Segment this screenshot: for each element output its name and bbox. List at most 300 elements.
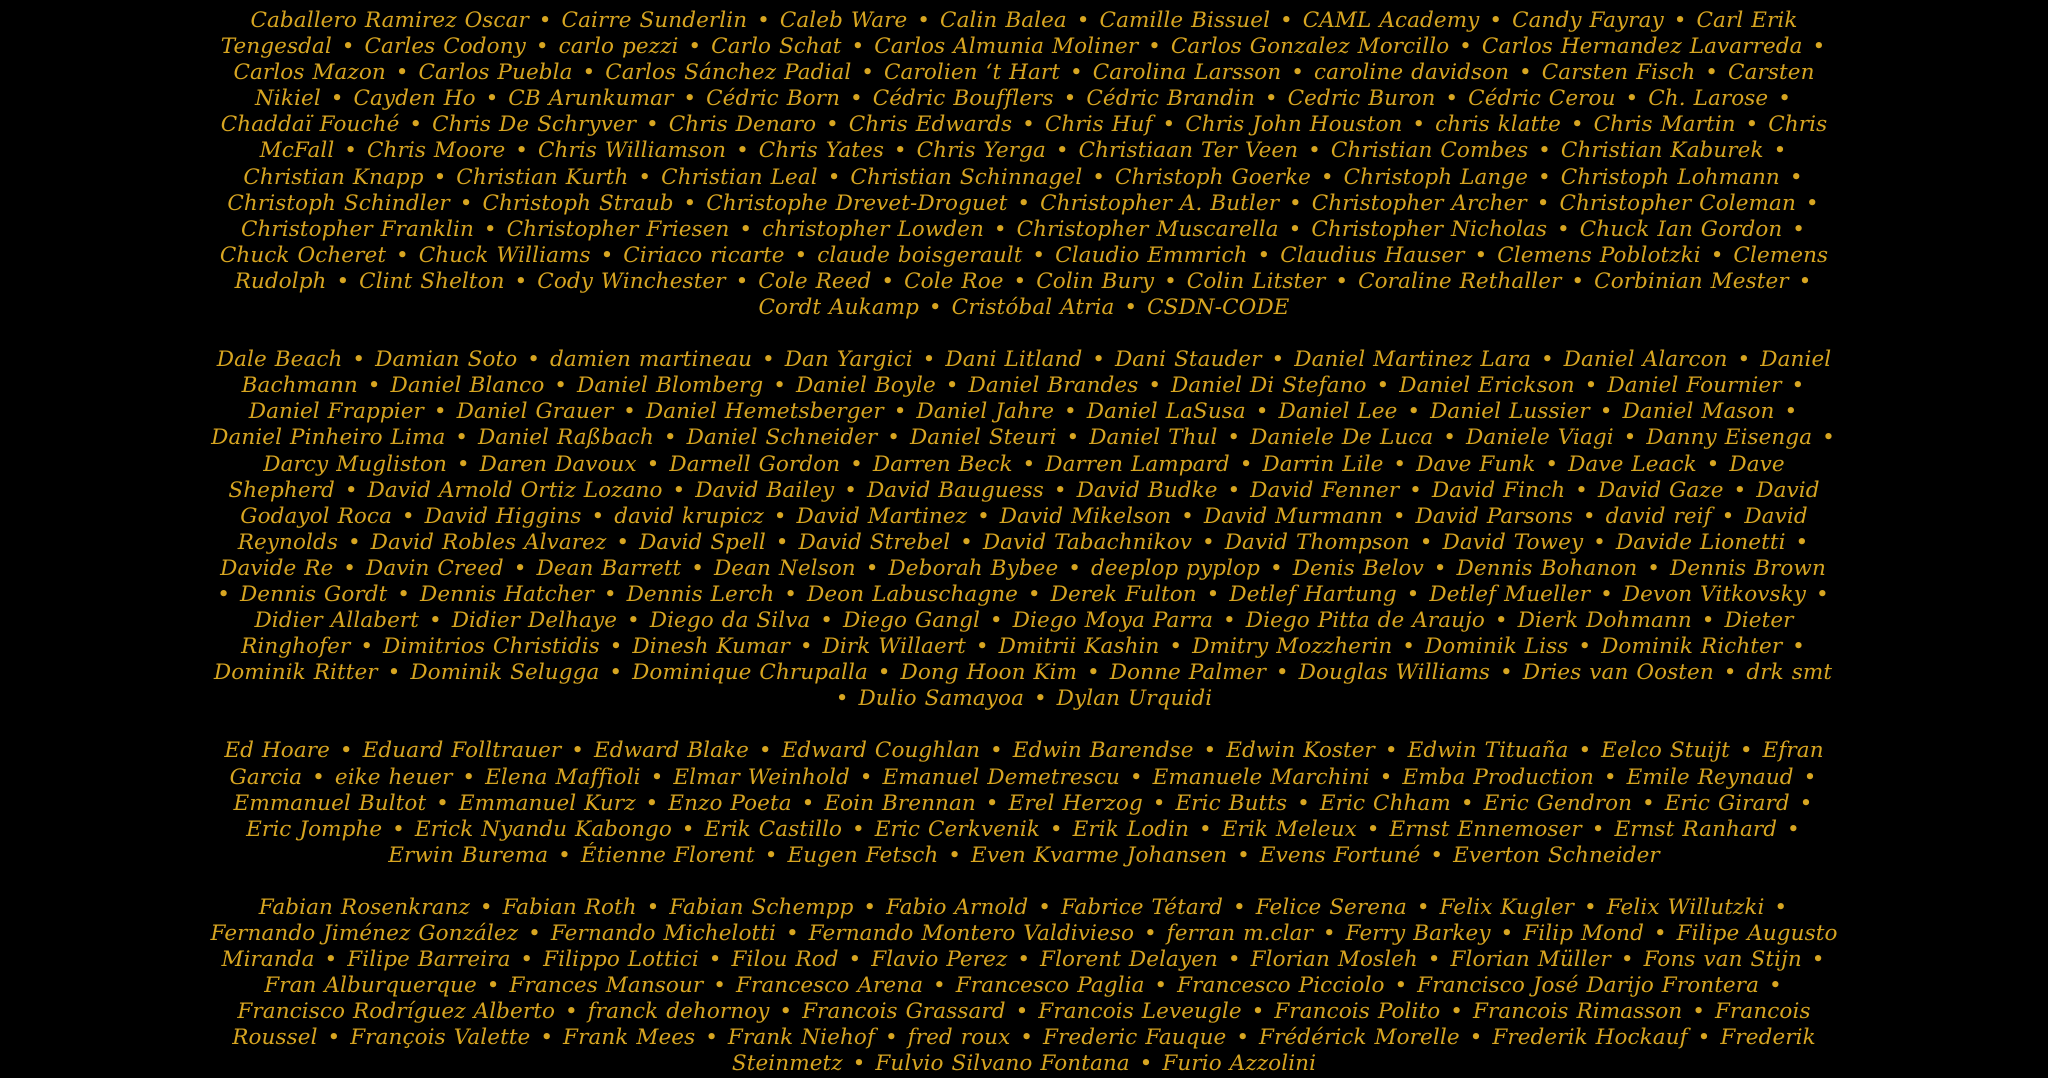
- credit-name: Dan Yargici: [784, 347, 913, 373]
- credit-name: Christopher Friesen: [506, 216, 730, 242]
- credit-separator-icon: •: [1394, 634, 1423, 660]
- credit-name: Christian Leal: [661, 164, 818, 190]
- credit-separator-icon: •: [379, 660, 409, 686]
- credit-name: Felice Serena: [1255, 894, 1407, 920]
- credit-name: Christian Kaburek: [1560, 138, 1764, 164]
- credit-name: Erick Nyandu Kabongo: [414, 816, 672, 842]
- credit-name: Caballero Ramirez Oscar: [250, 8, 529, 33]
- credit-separator-icon: •: [1256, 86, 1286, 112]
- credit-name: Chris Edwards: [848, 112, 1013, 138]
- credit-separator-icon: •: [319, 1025, 349, 1051]
- credit-separator-icon: •: [477, 86, 507, 112]
- credit-separator-icon: •: [1530, 138, 1559, 164]
- credit-separator-icon: •: [475, 216, 505, 242]
- credit-name: Diego da Silva: [649, 608, 811, 634]
- credit-name: Edwin Koster: [1226, 738, 1375, 764]
- credit-name: chris klatte: [1435, 112, 1561, 138]
- credit-name: Dennis Lerch: [626, 581, 775, 607]
- credit-name: Chris John Houston: [1185, 112, 1403, 138]
- credit-separator-icon: •: [401, 112, 431, 138]
- credit-name: Cédric Boufflers: [872, 86, 1054, 112]
- credit-separator-icon: •: [1665, 8, 1695, 33]
- credit-name: Ernst Ranhard: [1614, 816, 1778, 842]
- credit-name: Erwin Burema: [388, 842, 549, 868]
- credit-name: David Arnold Ortiz Lozano: [367, 477, 663, 503]
- credit-separator-icon: •: [1795, 764, 1817, 790]
- credit-name: Cayden Ho: [353, 86, 476, 112]
- credit-name: Diego Moya Parra: [1012, 608, 1214, 634]
- credit-separator-icon: •: [1804, 34, 1826, 60]
- credit-separator-icon: •: [1437, 86, 1467, 112]
- credit-name: Felix Willutzki: [1606, 894, 1765, 920]
- credit-name: ferran m.clar: [1166, 921, 1313, 946]
- credit-name: David Robles Alvarez: [370, 529, 607, 555]
- credit-separator-icon: •: [982, 608, 1011, 634]
- credit-separator-icon: •: [1511, 60, 1540, 86]
- credit-name: Christopher Coleman: [1559, 190, 1796, 216]
- credit-name: Dani Stauder: [1114, 347, 1262, 373]
- credit-separator-icon: •: [1562, 112, 1592, 138]
- credit-separator-icon: •: [836, 477, 865, 503]
- credit-name: Fabio Arnold: [886, 894, 1029, 920]
- credit-name: Detlef Mueller: [1429, 581, 1591, 607]
- credit-separator-icon: •: [885, 138, 915, 164]
- credit-name: Furio Azzolini: [1162, 1051, 1317, 1077]
- credit-name: Christian Knapp: [243, 164, 424, 190]
- credit-separator-icon: •: [675, 86, 705, 112]
- credit-separator-icon: •: [1781, 164, 1803, 190]
- credit-separator-icon: •: [1803, 947, 1825, 973]
- credit-name: Dong Hoon Kim: [900, 660, 1078, 686]
- credit-separator-icon: •: [1737, 112, 1767, 138]
- credit-name: Carsten Nikiel: [255, 60, 1815, 112]
- credit-separator-icon: •: [1766, 894, 1788, 920]
- credit-name: CSDN-CODE: [1147, 295, 1290, 321]
- credit-name: Edwin Tituaña: [1407, 738, 1569, 764]
- credit-separator-icon: •: [756, 842, 786, 868]
- credit-separator-icon: •: [389, 581, 419, 607]
- credit-name: Daniel Mason: [1622, 399, 1775, 425]
- credit-name: Filip Mond: [1523, 921, 1644, 946]
- credit-separator-icon: •: [840, 947, 870, 973]
- credit-name: Emmanuel Bultot: [233, 790, 427, 816]
- credit-separator-icon: •: [352, 634, 382, 660]
- credit-separator-icon: •: [512, 947, 542, 973]
- credit-separator-icon: •: [680, 34, 710, 60]
- credit-name: David Godayol Roca: [240, 477, 1820, 529]
- credit-name: Clemens Poblotzki: [1497, 242, 1701, 268]
- credit-separator-icon: •: [754, 347, 783, 373]
- credit-separator-icon: •: [336, 138, 365, 164]
- credit-separator-icon: •: [1024, 242, 1054, 268]
- credit-name: Eduard Folltrauer: [362, 738, 562, 764]
- credit-separator-icon: •: [776, 581, 806, 607]
- credits-block-d: [210, 347, 1838, 712]
- credit-separator-icon: •: [1300, 138, 1329, 164]
- credit-name: Daniel Thul: [1089, 425, 1218, 451]
- credit-name: Carlo Schat: [711, 34, 842, 60]
- credit-name: Eric Jomphe: [246, 816, 383, 842]
- credit-name: Fabian Schempp: [669, 894, 854, 920]
- credit-separator-icon: •: [1528, 190, 1558, 216]
- credit-name: Christian Kurth: [456, 164, 629, 190]
- credit-name: Christopher Nicholas: [1311, 216, 1548, 242]
- credit-name: Florian Mosleh: [1250, 947, 1418, 973]
- credit-name: David Thompson: [1224, 529, 1410, 555]
- credit-name: David Towey: [1442, 529, 1584, 555]
- credit-separator-icon: •: [638, 894, 668, 920]
- credit-name: Daniele Viagi: [1465, 425, 1614, 451]
- credit-name: Dennis Hatcher: [420, 581, 594, 607]
- credit-separator-icon: •: [387, 60, 417, 86]
- credit-separator-icon: •: [969, 503, 998, 529]
- credit-separator-icon: •: [546, 373, 576, 399]
- credit-separator-icon: •: [1280, 216, 1310, 242]
- credit-separator-icon: •: [1243, 999, 1273, 1025]
- credit-separator-icon: •: [471, 894, 501, 920]
- credit-name: Daniel Schneider: [686, 425, 878, 451]
- credit-separator-icon: •: [505, 555, 535, 581]
- credit-name: Flavio Perez: [871, 947, 1008, 973]
- credit-name: Francesco Picciolo: [1177, 973, 1385, 999]
- credit-name: damien martineau: [549, 347, 753, 373]
- credit-name: Davide Re: [220, 555, 334, 581]
- credit-name: Cole Roe: [904, 268, 1004, 294]
- credit-separator-icon: •: [1012, 1025, 1041, 1051]
- credit-name: Ciriaco ricarte: [623, 242, 785, 268]
- credit-name: Everton Schneider: [1453, 842, 1660, 868]
- credit-separator-icon: •: [771, 999, 801, 1025]
- credit-separator-icon: •: [1791, 790, 1813, 816]
- credit-name: Emba Production: [1402, 764, 1594, 790]
- credit-name: Daniel Blomberg: [577, 373, 764, 399]
- credit-separator-icon: •: [1797, 190, 1819, 216]
- credit-name: Dominik Ritter: [213, 660, 378, 686]
- credit-separator-icon: •: [1399, 399, 1429, 425]
- credit-separator-icon: •: [1808, 581, 1829, 607]
- credit-name: Frédérick Morelle: [1259, 1025, 1460, 1051]
- credit-separator-icon: •: [1272, 8, 1301, 33]
- credit-separator-icon: •: [750, 738, 780, 764]
- credit-separator-icon: •: [1194, 529, 1223, 555]
- credit-separator-icon: •: [1693, 608, 1723, 634]
- credit-separator-icon: •: [909, 8, 939, 33]
- credit-separator-icon: •: [844, 816, 873, 842]
- credit-separator-icon: •: [359, 373, 389, 399]
- credit-name: Devon Vitkovsky: [1622, 581, 1807, 607]
- credit-separator-icon: •: [1005, 268, 1035, 294]
- credit-separator-icon: •: [1537, 451, 1567, 477]
- credit-name: Emanuel Demetrescu: [882, 764, 1120, 790]
- credit-separator-icon: •: [1056, 399, 1085, 425]
- credit-separator-icon: •: [1570, 634, 1600, 660]
- credit-separator-icon: •: [1019, 581, 1049, 607]
- credit-name: David Bailey: [695, 477, 835, 503]
- credit-name: CB Arunkumar: [508, 86, 674, 112]
- credit-name: Dave Leack: [1568, 451, 1697, 477]
- credit-separator-icon: •: [316, 947, 346, 973]
- credit-name: Dmitrii Kashin: [998, 634, 1160, 660]
- credit-separator-icon: •: [642, 764, 672, 790]
- credit-separator-icon: •: [1009, 947, 1039, 973]
- credit-name: Frederik Steinmetz: [731, 1025, 1816, 1077]
- credit-separator-icon: •: [530, 8, 560, 33]
- credit-name: François Valette: [350, 1025, 531, 1051]
- credit-separator-icon: •: [333, 34, 363, 60]
- credit-separator-icon: •: [1263, 347, 1293, 373]
- credit-separator-icon: •: [920, 295, 950, 321]
- credit-name: Dieter Ringhofer: [241, 608, 1794, 660]
- credits-block-e: [210, 738, 1838, 868]
- credit-name: David Finch: [1431, 477, 1566, 503]
- credit-name: Eric Chham: [1319, 790, 1451, 816]
- credit-separator-icon: •: [793, 790, 823, 816]
- credit-name: Chris Martin: [1593, 112, 1736, 138]
- credit-name: Chris McFall: [259, 112, 1828, 164]
- credit-name: Daniel Boyle: [795, 373, 936, 399]
- credit-name: Cédric Brandin: [1086, 86, 1255, 112]
- credit-name: Christophe Drevet-Droguet: [706, 190, 1008, 216]
- credit-separator-icon: •: [728, 138, 757, 164]
- credit-name: Deon Labuschagne: [807, 581, 1018, 607]
- credit-name: David Mikelson: [999, 503, 1172, 529]
- credit-name: Chris Moore: [366, 138, 506, 164]
- credit-separator-icon: •: [1384, 503, 1414, 529]
- credit-name: Calin Balea: [940, 8, 1067, 33]
- credit-name: Cedric Buron: [1287, 86, 1436, 112]
- credit-name: CAML Academy: [1302, 8, 1480, 33]
- credit-separator-icon: •: [619, 608, 648, 634]
- credit-name: Daniel Di Stefano: [1171, 373, 1367, 399]
- credit-separator-icon: •: [675, 190, 705, 216]
- credit-separator-icon: •: [478, 973, 508, 999]
- credit-name: Daniel Grauer: [456, 399, 614, 425]
- credit-separator-icon: •: [967, 634, 997, 660]
- credit-separator-icon: •: [217, 581, 238, 607]
- credit-separator-icon: •: [1770, 86, 1791, 112]
- credit-separator-icon: •: [1715, 660, 1745, 686]
- credit-name: Christopher Archer: [1311, 190, 1527, 216]
- credit-name: Francois Roussel: [232, 999, 1811, 1051]
- credit-name: Daniel Martinez Lara: [1294, 347, 1532, 373]
- credit-name: Fernando Michelotti: [550, 921, 777, 946]
- credit-separator-icon: •: [1451, 34, 1480, 60]
- credit-name: Francois Leveugle: [1038, 999, 1242, 1025]
- credit-separator-icon: •: [1530, 164, 1559, 190]
- credit-separator-icon: •: [1765, 138, 1787, 164]
- credit-name: Daniel Raßbach: [478, 425, 654, 451]
- credit-name: Deborah Bybee: [888, 555, 1059, 581]
- credits-block-f: [210, 895, 1838, 1078]
- credit-separator-icon: •: [1617, 86, 1647, 112]
- credit-separator-icon: •: [1698, 451, 1728, 477]
- credit-name: Eoin Brennan: [824, 790, 976, 816]
- credit-separator-icon: •: [914, 347, 944, 373]
- credit-name: Christopher Muscarella: [1016, 216, 1279, 242]
- credit-name: Dierk Dohmann: [1517, 608, 1692, 634]
- credit-name: fred roux: [907, 1025, 1011, 1051]
- credit-separator-icon: •: [1144, 790, 1174, 816]
- credit-name: Ch. Larose: [1648, 86, 1769, 112]
- credit-name: Francisco Rodríguez Alberto: [237, 999, 556, 1025]
- credit-name: Ferry Barkey: [1345, 921, 1491, 946]
- credit-name: Dirk Willaert: [822, 634, 966, 660]
- credit-separator-icon: •: [1262, 555, 1291, 581]
- credit-separator-icon: •: [1136, 921, 1165, 946]
- credit-name: Colin Bury: [1036, 268, 1155, 294]
- credit-name: Chris Yates: [758, 138, 884, 164]
- credit-name: david reif: [1605, 503, 1712, 529]
- credit-name: Christoph Lange: [1343, 164, 1529, 190]
- credit-separator-icon: •: [842, 451, 871, 477]
- credit-name: Darnell Gordon: [669, 451, 841, 477]
- credit-separator-icon: •: [1283, 60, 1312, 86]
- credit-separator-icon: •: [1058, 425, 1088, 451]
- credit-separator-icon: •: [520, 921, 549, 946]
- credit-separator-icon: •: [1146, 973, 1176, 999]
- credit-separator-icon: •: [608, 529, 638, 555]
- credit-separator-icon: •: [1014, 112, 1043, 138]
- credit-name: Derek Fulton: [1050, 581, 1197, 607]
- credit-name: Filipe Barreira: [347, 947, 511, 973]
- credit-name: Edward Coughlan: [781, 738, 981, 764]
- credit-name: Even Kvarme Johansen: [971, 842, 1228, 868]
- credit-separator-icon: •: [1007, 999, 1037, 1025]
- credit-name: Dries van Oosten: [1522, 660, 1714, 686]
- credit-separator-icon: •: [1312, 164, 1342, 190]
- credit-separator-icon: •: [1591, 399, 1621, 425]
- credit-name: Diego Gangl: [843, 608, 980, 634]
- credit-separator-icon: •: [1084, 164, 1113, 190]
- credit-separator-icon: •: [328, 268, 358, 294]
- credit-name: Davide Lionetti: [1615, 529, 1786, 555]
- credit-separator-icon: •: [731, 216, 761, 242]
- credit-name: Dani Litland: [945, 347, 1083, 373]
- credit-separator-icon: •: [454, 764, 484, 790]
- credit-separator-icon: •: [1215, 608, 1244, 634]
- credit-name: Daniel Fournier: [1607, 373, 1782, 399]
- credit-name: Dave Shepherd: [228, 451, 1785, 503]
- credit-separator-icon: •: [877, 1025, 906, 1051]
- credit-separator-icon: •: [304, 764, 333, 790]
- credit-separator-icon: •: [1195, 738, 1225, 764]
- credit-separator-icon: •: [1784, 634, 1805, 660]
- credit-name: Fran Alburquerque: [264, 973, 477, 999]
- credit-separator-icon: •: [336, 477, 366, 503]
- credit-separator-icon: •: [853, 60, 882, 86]
- credit-name: David Tabachnikov: [982, 529, 1193, 555]
- credit-separator-icon: •: [749, 8, 778, 33]
- credit-name: Ed Hoare: [224, 738, 330, 764]
- credit-separator-icon: •: [506, 268, 536, 294]
- credit-name: Carlos Hernandez Lavarreda: [1481, 34, 1803, 60]
- credit-separator-icon: •: [1225, 894, 1254, 920]
- credit-separator-icon: •: [1574, 503, 1604, 529]
- credit-separator-icon: •: [767, 529, 797, 555]
- credit-name: Dimitrios Christidis: [383, 634, 600, 660]
- credit-separator-icon: •: [638, 112, 667, 138]
- credit-separator-icon: •: [428, 790, 457, 816]
- credit-name: Chris Yerga: [916, 138, 1046, 164]
- credit-name: Felix Kugler: [1439, 894, 1575, 920]
- credit-separator-icon: •: [601, 660, 631, 686]
- credit-separator-icon: •: [765, 503, 795, 529]
- credit-name: Evens Fortuné: [1259, 842, 1421, 868]
- credit-name: Cristóbal Atria: [951, 295, 1115, 321]
- credit-name: Coraline Rethaller: [1358, 268, 1562, 294]
- credit-separator-icon: •: [727, 268, 757, 294]
- credit-separator-icon: •: [1419, 947, 1449, 973]
- credit-separator-icon: •: [1219, 425, 1249, 451]
- credit-separator-icon: •: [1401, 477, 1430, 503]
- credit-separator-icon: •: [1140, 34, 1169, 60]
- credit-separator-icon: •: [1198, 581, 1228, 607]
- credit-separator-icon: •: [1702, 242, 1732, 268]
- credit-separator-icon: •: [818, 112, 847, 138]
- credit-separator-icon: •: [937, 373, 967, 399]
- credit-name: Dmitry Mozzherin: [1192, 634, 1393, 660]
- credit-name: Daniel Jahre: [916, 399, 1055, 425]
- credit-name: Daniel Lussier: [1430, 399, 1590, 425]
- credit-separator-icon: •: [1140, 373, 1170, 399]
- credit-name: Darren Beck: [872, 451, 1013, 477]
- credit-name: David Bauguess: [866, 477, 1044, 503]
- credit-separator-icon: •: [1386, 973, 1416, 999]
- credit-name: Daniele De Luca: [1250, 425, 1434, 451]
- credit-name: Cody Winchester: [537, 268, 726, 294]
- credit-separator-icon: •: [532, 1025, 562, 1051]
- credit-name: Dominik Selugga: [410, 660, 600, 686]
- credit-separator-icon: •: [1549, 216, 1578, 242]
- credit-separator-icon: •: [1045, 477, 1075, 503]
- credit-separator-icon: •: [1576, 373, 1606, 399]
- credit-name: Francois Rimasson: [1472, 999, 1683, 1025]
- credit-separator-icon: •: [1425, 555, 1455, 581]
- credit-separator-icon: •: [1084, 347, 1113, 373]
- credit-name: Daniel Frappier: [248, 399, 424, 425]
- credit-name: Carolina Larsson: [1092, 60, 1282, 86]
- credit-name: Chaddaï Fouché: [220, 112, 400, 138]
- credit-name: Daniel LaSusa: [1086, 399, 1246, 425]
- credit-separator-icon: •: [1435, 425, 1464, 451]
- credit-separator-icon: •: [421, 608, 450, 634]
- credit-name: deeplop pyplop: [1090, 555, 1261, 581]
- credit-name: Christoph Straub: [482, 190, 674, 216]
- credit-name: Dominik Liss: [1424, 634, 1569, 660]
- credit-name: David Spell: [639, 529, 766, 555]
- credit-name: Christiaan Ter Veen: [1078, 138, 1299, 164]
- credit-name: Ernst Ennemoser: [1389, 816, 1582, 842]
- credit-name: Christopher A. Butler: [1040, 190, 1280, 216]
- credit-name: eike heuer: [334, 764, 453, 790]
- credit-name: Chuck Ian Gordon: [1579, 216, 1783, 242]
- credit-separator-icon: •: [786, 242, 816, 268]
- credit-name: claude boisgerault: [817, 242, 1023, 268]
- credit-name: Daniel Hemetsberger: [645, 399, 884, 425]
- credit-separator-icon: •: [1731, 738, 1761, 764]
- credit-separator-icon: •: [851, 764, 881, 790]
- credit-separator-icon: •: [1161, 634, 1191, 660]
- credit-separator-icon: •: [1697, 60, 1727, 86]
- credit-name: Daniel Erickson: [1399, 373, 1575, 399]
- credit-separator-icon: •: [697, 1025, 726, 1051]
- credit-separator-icon: •: [1398, 581, 1428, 607]
- credit-name: Diego Pitta de Araujo: [1245, 608, 1485, 634]
- credit-separator-icon: •: [1466, 242, 1496, 268]
- credit-separator-icon: •: [1486, 608, 1516, 634]
- credit-name: Fabian Rosenkranz: [258, 894, 470, 920]
- credit-separator-icon: •: [1249, 242, 1279, 268]
